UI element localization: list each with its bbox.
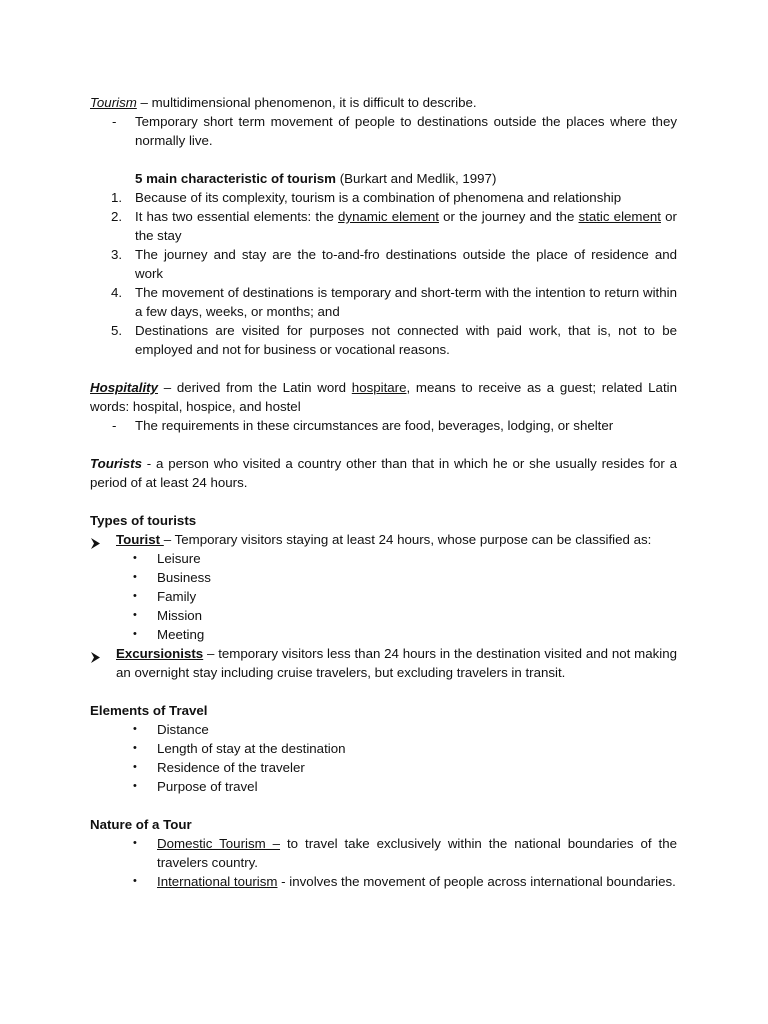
domestic-tourism-term: Domestic Tourism – — [157, 836, 281, 851]
purpose-item: • Meeting — [133, 627, 205, 642]
bullet-icon: • — [133, 552, 137, 564]
bullet-icon: • — [133, 609, 137, 621]
bullet-icon: • — [133, 571, 137, 583]
tourism-sub-item: - Temporary short term movement of people to destinations outside the places where they normally live. — [112, 114, 677, 148]
tourists-term: Tourists — [90, 456, 142, 471]
tourists-definition: Tourists - a person who visited a country other than that in which he or she usually resides for a period of at least 24 hours. — [90, 456, 677, 490]
bullet-icon: • — [133, 590, 137, 602]
tourist-type-item: Tourist – Temporary visitors staying at least 24 hours, whose purpose can be classified as: — [90, 530, 677, 549]
tourism-term: Tourism — [90, 95, 137, 110]
hospitality-term: Hospitality — [90, 380, 158, 395]
purpose-item: • Leisure — [133, 551, 201, 566]
element-item: • Length of stay at the destination — [133, 741, 346, 756]
arrow-bullet-icon — [90, 649, 101, 668]
document-content — [90, 93, 677, 891]
purpose-item: • Family — [133, 589, 197, 604]
hospitare-term: hospitare — [351, 380, 407, 395]
dynamic-element-term: dynamic element — [338, 209, 439, 224]
bullet-icon: • — [133, 628, 137, 640]
tour-type-item: • International tourism - involves the movement of people across international boundaries. — [133, 874, 676, 889]
elements-heading: Elements of Travel — [90, 703, 208, 718]
nature-heading: Nature of a Tour — [90, 817, 192, 832]
bullet-icon: • — [133, 723, 137, 735]
dash-marker: - — [112, 114, 117, 129]
bullet-icon: • — [133, 761, 137, 773]
tour-type-item: • Domestic Tourism – to travel take exclusively within the national boundaries of the travelers country. — [133, 836, 677, 870]
international-tourism-term: International tourism — [157, 874, 278, 889]
types-heading: Types of tourists — [90, 513, 197, 528]
characteristic-item: 1. Because of its complexity, tourism is a combination of phenomena and relationship — [111, 190, 622, 205]
bullet-icon: • — [133, 837, 137, 849]
dash-marker: - — [112, 418, 117, 433]
characteristic-item: 5. Destinations are visited for purposes not connected with paid work, that is, not to be employed and not for business or vocational reasons. — [111, 323, 677, 357]
characteristic-item: 2. It has two essential elements: the dynamic element or the journey and the static element or the stay — [111, 209, 677, 243]
hospitality-sub-item: - The requirements in these circumstances are food, beverages, lodging, or shelter — [112, 418, 614, 433]
excursionists-term: Excursionists — [116, 646, 204, 661]
characteristic-item: 4. The movement of destinations is temporary and short-term with the intention to return within a few days, weeks, or months; and — [111, 285, 677, 319]
element-item: • Purpose of travel — [133, 779, 258, 794]
element-item: • Residence of the traveler — [133, 760, 305, 775]
static-element-term: static element — [578, 209, 661, 224]
characteristic-item: 3. The journey and stay are the to-and-fro destinations outside the place of residence and work — [111, 247, 677, 281]
characteristics-heading: 5 main characteristic of tourism (Burkart and Medlik, 1997) — [135, 171, 497, 186]
tourist-term: Tourist — [116, 532, 164, 547]
bullet-icon: • — [133, 742, 137, 754]
purpose-item: • Business — [133, 570, 211, 585]
tourist-type-item: Excursionists – temporary visitors less than 24 hours in the destination visited and not making an overnight stay including cruise travelers, but excluding travelers in transit. — [90, 644, 677, 682]
bullet-icon: • — [133, 780, 137, 792]
bullet-icon: • — [133, 875, 137, 887]
purpose-item: • Mission — [133, 608, 203, 623]
element-item: • Distance — [133, 722, 209, 737]
tourism-definition: Tourism – multidimensional phenomenon, it is difficult to describe. — [90, 95, 477, 110]
hospitality-definition: Hospitality – derived from the Latin word hospitare, means to receive as a guest; related Latin words: hospital, hospice, and hostel — [90, 380, 677, 414]
